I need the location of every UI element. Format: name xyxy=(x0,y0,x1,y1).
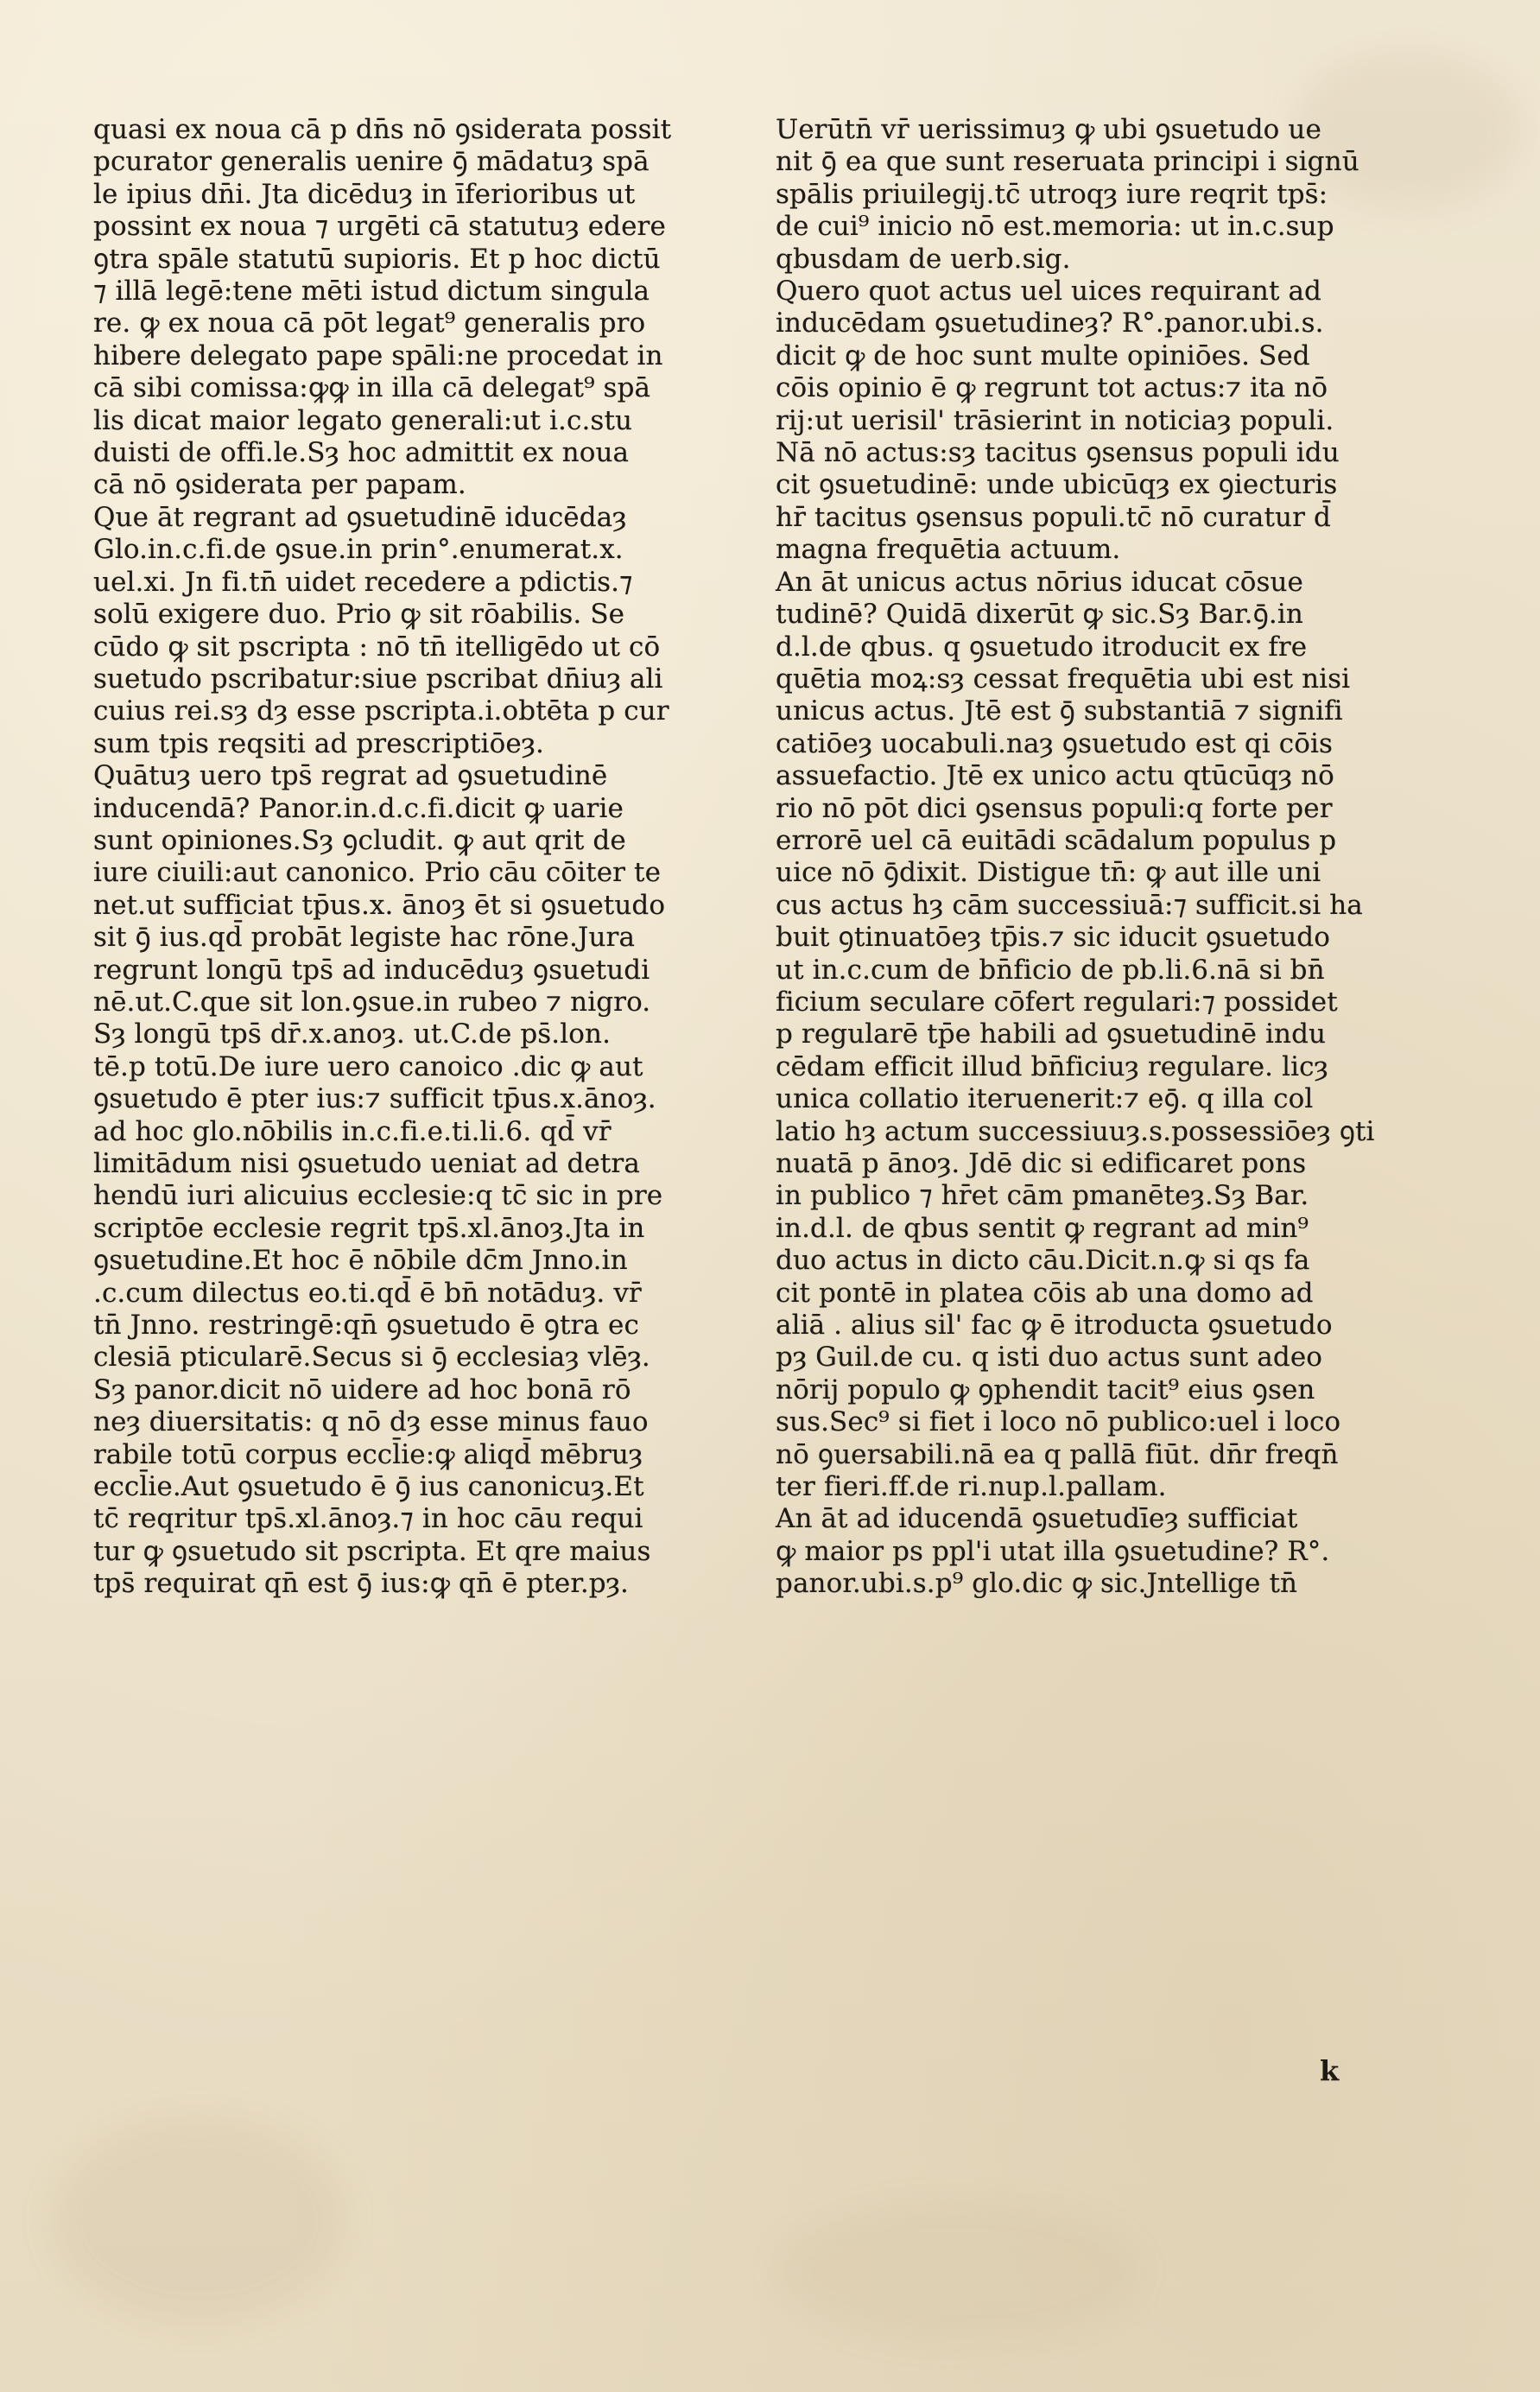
text-line: eccl̄ie.Aut ꝯsuetudo ē ꝯ̄ ius canonicuȝ.Et xyxy=(93,1471,644,1503)
text-line: cus actus hȝ cām successiuā:⁊ sufficit.si ha xyxy=(776,889,1363,921)
text-line: quasi ex noua cā p dn̄s nō ꝯsiderata possit xyxy=(93,114,672,145)
text-line: An āt unicus actus nōrius iducat cōsue xyxy=(776,566,1303,598)
text-line: iure ciuili:aut canonico. Prio cāu cōiter te xyxy=(93,857,662,889)
text-line: ad hoc glo.nōbilis in.c.fi.e.ti.li.6. qd̄ vr̄ xyxy=(93,1115,612,1147)
text-line: clesiā pticularē.Secus si ꝯ̄ ecclesiaȝ vlēȝ. xyxy=(93,1342,650,1374)
right-text-column xyxy=(776,114,1425,1601)
text-line: rij:ut uerisil' trāsierint in noticiaȝ populi. xyxy=(776,404,1334,436)
text-line: latio hȝ actum successiuuȝ.s.possessiōeȝ ꝯti xyxy=(776,1115,1375,1147)
text-line: sunt opiniones.Sȝ ꝯcludit. ꝙ aut qrit de xyxy=(93,824,626,856)
text-line: An āt ad iducendā ꝯsuetudīeȝ sufficiat xyxy=(776,1503,1298,1535)
text-line: net.ut sufficiat tp̄us.x. ānoȝ ēt si ꝯsuetudo xyxy=(93,889,666,921)
text-line: cuius rei.sȝ dȝ esse pscripta.i.obtēta p cur xyxy=(93,695,669,727)
text-line: ꝯsuetudine.Et hoc ē nōbile dc̄m Jnno.in xyxy=(93,1245,628,1277)
text-line: tur ꝙ ꝯsuetudo sit pscripta. Et qre maius xyxy=(93,1535,651,1567)
text-line: inducēdam ꝯsuetudineȝ? R°.panor.ubi.s. xyxy=(776,308,1324,339)
text-line: Quātuȝ uero tps̄ regrat ad ꝯsuetudinē xyxy=(93,760,608,792)
text-line: pcurator generalis uenire ꝯ̄ mādatuȝ spā xyxy=(93,146,650,178)
text-line: cēdam efficit illud bn̄ficiuȝ regulare. licȝ xyxy=(776,1050,1328,1082)
text-line: rabile totū corpus eccl̄ie:ꝙ aliqd̄ mēbruȝ xyxy=(93,1438,643,1470)
text-line: cōis opinio ē ꝙ regrunt tot actus:⁊ ita nō xyxy=(776,372,1328,404)
text-line: qbusdam de uerb.sig. xyxy=(776,243,1071,275)
text-line: p regularē tp̄e habili ad ꝯsuetudinē indu xyxy=(776,1018,1327,1050)
text-line: Nā nō actus:sȝ tacitus ꝯsensus populi idu xyxy=(776,437,1340,469)
text-line: cā nō ꝯsiderata per papam. xyxy=(93,469,466,501)
text-line: ꝯsuetudo ē pter ius:⁊ sufficit tp̄us.x.ānoȝ. xyxy=(93,1083,656,1115)
text-line: cit ꝯsuetudinē: unde ubicūqȝ ex ꝯiecturis xyxy=(776,469,1338,501)
text-line: limitādum nisi ꝯsuetudo ueniat ad detra xyxy=(93,1148,640,1179)
text-line: ꝙ maior ps ppl'i utat illa ꝯsuetudine? R°. xyxy=(776,1535,1330,1567)
text-line: panor.ubi.s.p⁹ glo.dic ꝙ sic.Jntellige tn̄ xyxy=(776,1568,1298,1600)
text-line: tudinē? Quidā dixerūt ꝙ sic.Sȝ Bar.ꝯ̄.in xyxy=(776,599,1303,631)
text-line: nuatā p ānoȝ. Jdē dic si edificaret pons xyxy=(776,1148,1307,1179)
paper-stain xyxy=(52,2116,345,2324)
text-line: tps̄ requirat qn̄ est ꝯ̄ ius:ꝙ qn̄ ē pter.pȝ. xyxy=(93,1568,629,1600)
text-line: buit ꝯtinuatōeȝ tp̄is.⁊ sic iducit ꝯsuetudo xyxy=(776,922,1330,954)
text-line: sit ꝯ̄ ius.qd̄ probāt legiste hac rōne.Jura xyxy=(93,922,636,954)
text-line: nit ꝯ̄ ea que sunt reseruata principi i signū xyxy=(776,146,1359,178)
text-line: Uerūtn̄ vr̄ uerissimuȝ ꝙ ubi ꝯsuetudo ue xyxy=(776,114,1321,145)
text-line: de cui⁹ inicio nō est.memoria: ut in.c.sup xyxy=(776,211,1334,243)
text-line: sus.Sec⁹ si fiet i loco nō publico:uel i loco xyxy=(776,1406,1341,1438)
text-line: duisti de offi.le.Sȝ hoc admittit ex noua xyxy=(93,437,630,469)
text-line: solū exigere duo. Prio ꝙ sit rōabilis. Se xyxy=(93,599,625,631)
text-line: nōrij populo ꝙ ꝯphendit tacit⁹ eius ꝯsen xyxy=(776,1374,1315,1405)
text-line: ⁊ illā legē:tene mēti istud dictum singula xyxy=(93,276,650,308)
text-line: dicit ꝙ de hoc sunt multe opiniōes. Sed xyxy=(776,339,1310,371)
text-line: Que āt regrant ad ꝯsuetudinē iducēdaȝ xyxy=(93,501,627,533)
text-line: neȝ diuersitatis: q nō dȝ esse minus fauo xyxy=(93,1406,649,1438)
text-line: cūdo ꝙ sit pscripta : nō tn̄ itelligēdo ut cō xyxy=(93,631,661,663)
text-line: nō ꝯuersabili.nā ea q pallā fiūt. dn̄r freqn̄ xyxy=(776,1438,1339,1470)
text-line: ficium seculare cōfert regulari:⁊ possidet xyxy=(776,986,1338,1018)
text-line: uice nō ꝯ̄dixit. Distigue tn̄: ꝙ aut ille uni xyxy=(776,857,1321,889)
text-line: hibere delegato pape spāli:ne procedat in xyxy=(93,339,663,371)
text-line: d.l.de qbus. q ꝯsuetudo itroducit ex fre xyxy=(776,631,1308,663)
text-line: errorē uel cā euitādi scādalum populus p xyxy=(776,824,1337,856)
text-line: scriptōe ecclesie regrit tps̄.xl.ānoȝ.Jta in xyxy=(93,1212,645,1244)
text-line: spālis priuilegij.tc̄ utroqȝ iure reqrit tps̄: xyxy=(776,178,1328,210)
text-line: Glo.in.c.fi.de ꝯsue.in prin°.enumerat.x. xyxy=(93,534,624,566)
text-line: ter fieri.ff.de ri.nup.l.pallam. xyxy=(776,1471,1167,1503)
text-line: nē.ut.C.que sit lon.ꝯsue.in rubeo ⁊ nigro. xyxy=(93,986,651,1018)
text-line: uel.xi. Jn fi.tn̄ uidet recedere a pdictis.⁊ xyxy=(93,566,633,598)
text-line: unica collatio iteruenerit:⁊ eꝯ̄. q illa col xyxy=(776,1083,1314,1115)
text-line: in publico ⁊ hr̄et cām pmanēteȝ.Sȝ Bar. xyxy=(776,1180,1309,1212)
paper-stain xyxy=(777,2203,1140,2341)
text-line: rio nō pōt dici ꝯsensus populi:q forte per xyxy=(776,792,1333,824)
text-line: .c.cum dilectus eo.ti.qd̄ ē bn̄ notāduȝ. vr̄ xyxy=(93,1277,642,1309)
text-line: Sȝ panor.dicit nō uidere ad hoc bonā rō xyxy=(93,1374,631,1405)
text-line: assuefactio. Jtē ex unico actu qtūcūqȝ nō xyxy=(776,760,1334,792)
text-line: duo actus in dicto cāu.Dicit.n.ꝙ si qs fa xyxy=(776,1245,1310,1277)
text-line: magna frequētia actuum. xyxy=(776,534,1121,566)
text-line: Sȝ longū tps̄ dr̄.x.anoȝ. ut.C.de ps̄.lon. xyxy=(93,1018,612,1050)
text-line: suetudo pscribatur:siue pscribat dn̄iuȝ ali xyxy=(93,663,663,695)
text-line: tē.p totū.De iure uero canoico .dic ꝙ aut xyxy=(93,1050,643,1082)
text-line: unicus actus. Jtē est ꝯ̄ substantiā ⁊ signifi xyxy=(776,695,1343,727)
text-line: catiōeȝ uocabuli.naȝ ꝯsuetudo est qi cōis xyxy=(776,727,1334,759)
text-line: tc̄ reqritur tps̄.xl.ānoȝ.⁊ in hoc cāu requi xyxy=(93,1503,643,1535)
text-line: pȝ Guil.de cu. q isti duo actus sunt adeo xyxy=(776,1342,1323,1374)
signature-mark: k xyxy=(1320,2054,1340,2087)
text-line: cā sibi comissa:ꝙꝙ in illa cā delegat⁹ spā xyxy=(93,372,651,404)
text-line: re. ꝙ ex noua cā pōt legat⁹ generalis pro xyxy=(93,308,646,339)
text-line: lis dicat maior legato generali:ut i.c.stu xyxy=(93,404,633,436)
text-line: cit pontē in platea cōis ab una domo ad xyxy=(776,1277,1314,1309)
text-line: hendū iuri alicuius ecclesie:q tc̄ sic in pre xyxy=(93,1180,663,1212)
text-line: ꝯtra spāle statutū supioris. Et p hoc dictū xyxy=(93,243,661,275)
text-line: le ipius dn̄i. Jta dicēduȝ in īferioribus ut xyxy=(93,178,636,210)
text-line: aliā . alius sil' fac ꝙ ē itroducta ꝯsuetudo xyxy=(776,1310,1333,1342)
text-line: in.d.l. de qbus sentit ꝙ regrant ad min⁹ xyxy=(776,1212,1309,1244)
text-line: Quero quot actus uel uices requirant ad xyxy=(776,276,1321,308)
text-line: regrunt longū tps̄ ad inducēduȝ ꝯsuetudi xyxy=(93,954,650,986)
text-line: sum tpis reqsiti ad prescriptiōeȝ. xyxy=(93,727,544,759)
left-text-column xyxy=(93,114,754,1601)
text-line: inducendā? Panor.in.d.c.fi.dicit ꝙ uarie xyxy=(93,792,624,824)
text-line: quētia moꝝ:sȝ cessat frequētia ubi est nisi xyxy=(776,663,1351,695)
text-line: hr̄ tacitus ꝯsensus populi.tc̄ nō curatur d̄ xyxy=(776,501,1331,533)
text-line: possint ex noua ⁊ urgēti cā statutuȝ edere xyxy=(93,211,666,243)
text-line: ut in.c.cum de bn̄ficio de pb.li.6.nā si bn̄ xyxy=(776,954,1325,986)
text-line: tn̄ Jnno. restringē:qn̄ ꝯsuetudo ē ꝯtra ec xyxy=(93,1310,639,1342)
